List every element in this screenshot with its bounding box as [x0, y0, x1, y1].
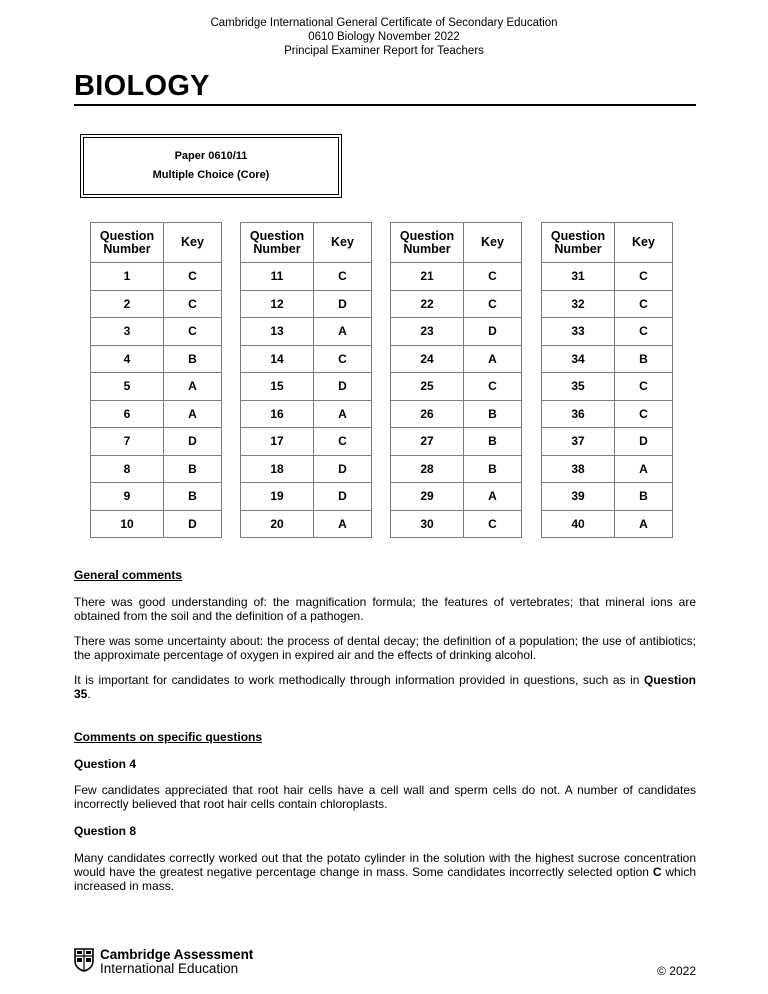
answer-key-cell: B — [464, 428, 522, 456]
question-number-cell: 17 — [241, 428, 314, 456]
table-row — [391, 373, 522, 401]
question-8-heading: Question 8 — [74, 824, 137, 838]
answer-key-cell: A — [464, 483, 522, 511]
question-number-cell: 3 — [91, 318, 164, 346]
answer-key-cell: C — [615, 263, 673, 291]
question-number-cell: 14 — [241, 345, 314, 373]
answer-key-cell: C — [164, 318, 222, 346]
answer-key-cell: C — [615, 373, 673, 401]
question-number-cell: 20 — [241, 510, 314, 538]
table-row — [241, 345, 372, 373]
general-comments-p3 — [74, 673, 696, 701]
answer-key-cell: B — [164, 483, 222, 511]
question-number-cell: 4 — [91, 345, 164, 373]
header-line-1: Cambridge International General Certificate of Secondary Education — [210, 17, 558, 29]
answer-key-cell: A — [615, 455, 673, 483]
answer-key-cell: B — [164, 345, 222, 373]
question-number-cell: 36 — [542, 400, 615, 428]
table-row — [391, 428, 522, 456]
p3-end: . — [87, 687, 91, 701]
question-number-cell: 31 — [542, 263, 615, 291]
answer-key-cell: B — [615, 345, 673, 373]
table-row — [91, 373, 222, 401]
question-number-cell: 9 — [91, 483, 164, 511]
answer-key-cell: D — [314, 455, 372, 483]
logo-line-2: International Education — [100, 961, 239, 976]
answer-key-cell: C — [464, 373, 522, 401]
table-row — [391, 455, 522, 483]
table-row — [542, 483, 673, 511]
column-header-key: Key — [615, 223, 673, 263]
answer-key-cell: A — [164, 373, 222, 401]
paper-type: Multiple Choice (Core) — [152, 169, 270, 181]
p3-question-ref: Question 35 — [74, 673, 696, 701]
paper-code: Paper 0610/11 — [174, 150, 248, 162]
header-line-2: 0610 Biology November 2022 — [308, 31, 460, 43]
table-row — [241, 373, 372, 401]
logo-line-1: Cambridge Assessment — [100, 947, 254, 962]
general-comments-p1: There was good understanding of: the magnification formula; the features of vertebrates; that mineral ions are obtained from the soil and the definition of a pathogen. — [74, 595, 696, 623]
question-number-cell: 10 — [91, 510, 164, 538]
q8-option: C — [652, 865, 662, 879]
question-number-cell: 26 — [391, 400, 464, 428]
table-row — [542, 510, 673, 538]
question-number-cell: 6 — [91, 400, 164, 428]
question-number-cell: 34 — [542, 345, 615, 373]
table-row — [391, 318, 522, 346]
answer-key-table — [541, 222, 673, 538]
answer-key-cell: C — [464, 510, 522, 538]
answer-key-table — [90, 222, 222, 538]
answer-key-cell: C — [314, 345, 372, 373]
question-number-cell: 22 — [391, 290, 464, 318]
header-line-3: Principal Examiner Report for Teachers — [284, 45, 484, 57]
answer-key-cell: D — [314, 483, 372, 511]
table-row — [542, 373, 673, 401]
table-row — [241, 400, 372, 428]
column-header-key: Key — [464, 223, 522, 263]
table-row — [241, 428, 372, 456]
table-row — [241, 318, 372, 346]
table-row — [91, 455, 222, 483]
question-number-cell: 35 — [542, 373, 615, 401]
table-row — [91, 510, 222, 538]
question-number-cell: 15 — [241, 373, 314, 401]
table-row — [91, 428, 222, 456]
column-header-question-number: Question Number — [542, 223, 615, 263]
table-row — [542, 428, 673, 456]
answer-key-cell: A — [314, 318, 372, 346]
question-number-cell: 18 — [241, 455, 314, 483]
table-row — [91, 318, 222, 346]
question-number-cell: 16 — [241, 400, 314, 428]
question-4-text: Few candidates appreciated that root hair cells have a cell wall and sperm cells do not. A number of candidates incorrectly believed that root hair cells contain chloroplasts. — [74, 783, 696, 811]
answer-key-table — [390, 222, 522, 538]
table-row — [542, 263, 673, 291]
question-number-cell: 39 — [542, 483, 615, 511]
cambridge-shield-icon — [74, 948, 94, 972]
table-row — [391, 290, 522, 318]
question-8-text — [74, 851, 696, 893]
copyright: © 2022 — [657, 964, 696, 978]
answer-key-cell: A — [615, 510, 673, 538]
answer-key-cell: B — [164, 455, 222, 483]
question-number-cell: 30 — [391, 510, 464, 538]
question-4-heading: Question 4 — [74, 757, 137, 771]
table-row — [91, 263, 222, 291]
specific-comments-heading: Comments on specific questions — [74, 730, 263, 744]
answer-key-cell: A — [464, 345, 522, 373]
question-number-cell: 38 — [542, 455, 615, 483]
question-number-cell: 37 — [542, 428, 615, 456]
cambridge-logo — [74, 945, 274, 979]
question-number-cell: 21 — [391, 263, 464, 291]
answer-key-cell: B — [464, 455, 522, 483]
subject-title: BIOLOGY — [74, 70, 210, 102]
question-number-cell: 25 — [391, 373, 464, 401]
answer-key-cell: C — [164, 290, 222, 318]
table-row — [241, 483, 372, 511]
table-row — [391, 483, 522, 511]
answer-key-cell: C — [615, 290, 673, 318]
column-header-key: Key — [164, 223, 222, 263]
answer-key-cell: A — [314, 400, 372, 428]
p3-start: It is important for candidates to work methodically through information provided in questions, such as in — [74, 673, 644, 687]
answer-key-cell: D — [314, 290, 372, 318]
table-row — [391, 400, 522, 428]
table-row — [241, 263, 372, 291]
answer-key-cell: C — [314, 428, 372, 456]
answer-key-table — [240, 222, 372, 538]
column-header-question-number: Question Number — [391, 223, 464, 263]
q8-start: Many candidates correctly worked out that the potato cylinder in the solution with the highest sucrose concentration would have the greatest negative percentage change in mass. Some candidates incorrectly selected option — [74, 851, 696, 879]
question-number-cell: 27 — [391, 428, 464, 456]
answer-key-cell: C — [164, 263, 222, 291]
answer-key-cell: C — [464, 290, 522, 318]
table-row — [91, 345, 222, 373]
question-number-cell: 33 — [542, 318, 615, 346]
question-number-cell: 7 — [91, 428, 164, 456]
question-number-cell: 12 — [241, 290, 314, 318]
column-header-question-number: Question Number — [241, 223, 314, 263]
question-number-cell: 5 — [91, 373, 164, 401]
answer-key-cell: D — [314, 373, 372, 401]
answer-key-cell: C — [314, 263, 372, 291]
question-number-cell: 29 — [391, 483, 464, 511]
table-row — [542, 318, 673, 346]
answer-key-cell: D — [615, 428, 673, 456]
table-row — [391, 510, 522, 538]
table-row — [91, 483, 222, 511]
answer-key-cell: D — [164, 428, 222, 456]
question-number-cell: 28 — [391, 455, 464, 483]
question-number-cell: 23 — [391, 318, 464, 346]
column-header-question-number: Question Number — [91, 223, 164, 263]
table-row — [91, 290, 222, 318]
general-comments-p2: There was some uncertainty about: the process of dental decay; the definition of a population; the use of antibiotics; the approximate percentage of oxygen in expired air and the effects of drinking alcohol. — [74, 634, 696, 662]
table-row — [241, 290, 372, 318]
answer-key-cell: A — [164, 400, 222, 428]
answer-key-cell: C — [615, 400, 673, 428]
paper-box — [80, 134, 342, 198]
table-row — [542, 290, 673, 318]
general-comments-heading: General comments — [74, 568, 183, 582]
answer-key-cell: B — [464, 400, 522, 428]
answer-key-cell: D — [464, 318, 522, 346]
answer-key-cell: C — [615, 318, 673, 346]
question-number-cell: 32 — [542, 290, 615, 318]
table-row — [391, 263, 522, 291]
question-number-cell: 24 — [391, 345, 464, 373]
answer-key-cell: A — [314, 510, 372, 538]
column-header-key: Key — [314, 223, 372, 263]
table-row — [241, 455, 372, 483]
table-row — [542, 400, 673, 428]
question-number-cell: 8 — [91, 455, 164, 483]
table-row — [91, 400, 222, 428]
table-row — [542, 345, 673, 373]
answer-key-cell: D — [164, 510, 222, 538]
question-number-cell: 2 — [91, 290, 164, 318]
table-row — [241, 510, 372, 538]
answer-key-cell: B — [615, 483, 673, 511]
question-number-cell: 19 — [241, 483, 314, 511]
question-number-cell: 1 — [91, 263, 164, 291]
table-row — [391, 345, 522, 373]
answer-key-cell: C — [464, 263, 522, 291]
q8-end: which increased in mass. — [74, 865, 697, 893]
title-rule — [74, 104, 696, 106]
question-number-cell: 13 — [241, 318, 314, 346]
table-row — [542, 455, 673, 483]
question-number-cell: 40 — [542, 510, 615, 538]
question-number-cell: 11 — [241, 263, 314, 291]
